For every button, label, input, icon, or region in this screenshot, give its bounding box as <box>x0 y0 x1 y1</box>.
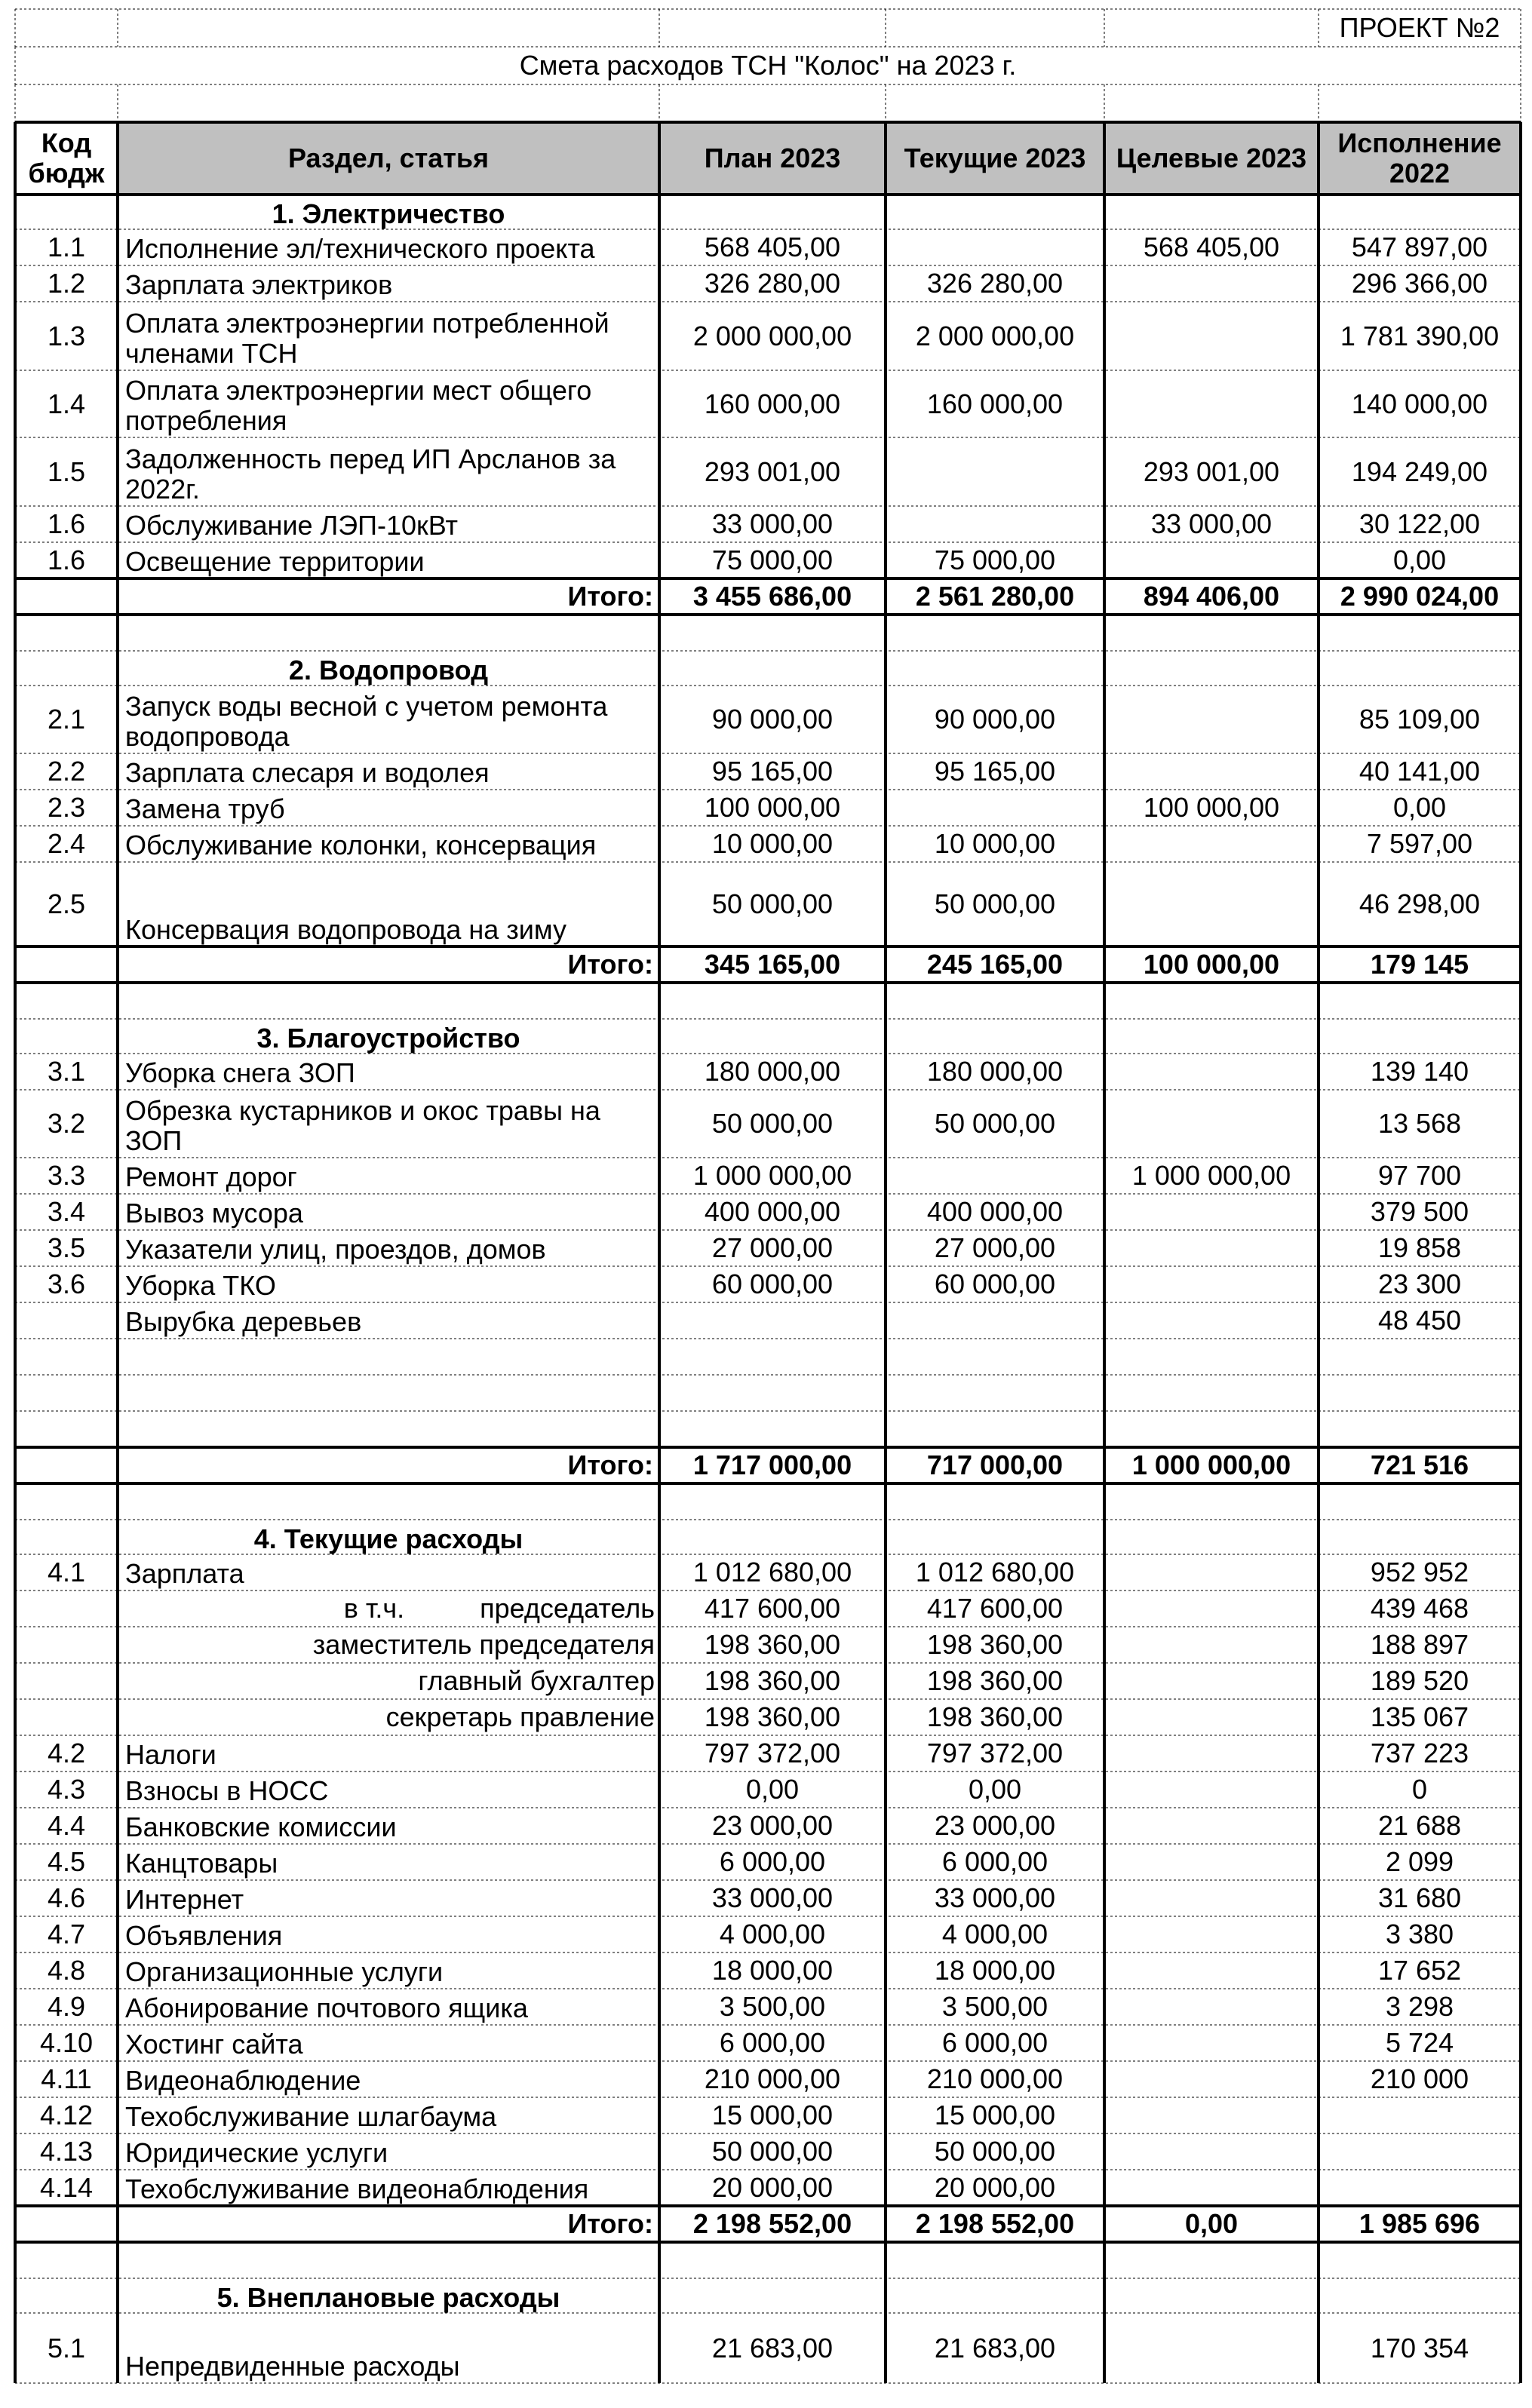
item-plan: 50 000,00 <box>711 888 834 919</box>
item-current: 797 372,00 <box>926 1738 1064 1768</box>
total-target: 894 406,00 <box>1143 581 1280 612</box>
item-target <box>1104 1054 1319 1090</box>
item-current: 1 012 680,00 <box>915 1557 1075 1587</box>
item-code: 2.2 <box>47 756 86 787</box>
item-plan: 0,00 <box>745 1774 800 1805</box>
item-target <box>1104 1771 1319 1808</box>
item-name: Банковские комиссии <box>125 1811 397 1842</box>
subitem-name <box>118 1627 659 1663</box>
item-target <box>1104 1735 1319 1771</box>
item-plan: 198 360,00 <box>704 1629 841 1660</box>
item-current: 400 000,00 <box>926 1196 1064 1227</box>
item-name: Обслуживание ЛЭП-10кВт <box>125 510 459 541</box>
item-target <box>1104 2025 1319 2061</box>
item-target <box>1104 1090 1319 1158</box>
item-current: 50 000,00 <box>934 2136 1056 2167</box>
item-name: Задолженность перед ИП Арсланов за 2022г. <box>125 443 616 505</box>
item-name: Ремонт дорог <box>125 1161 297 1192</box>
subitem-label: председатель <box>480 1593 655 1624</box>
document-title: Смета расходов ТСН "Колос" на 2023 г. <box>519 50 1017 81</box>
item-current: 198 360,00 <box>926 1701 1064 1732</box>
item-plan: 100 000,00 <box>704 792 841 823</box>
total-label: Итого: <box>567 1449 653 1480</box>
item-current <box>886 229 1104 265</box>
subitem-name <box>118 1699 659 1735</box>
item-code: 4.10 <box>39 2027 94 2058</box>
item-plan: 75 000,00 <box>711 544 834 575</box>
item-target: 100 000,00 <box>1143 792 1280 823</box>
total-current: 245 165,00 <box>926 949 1064 980</box>
item-execution: 547 897,00 <box>1351 232 1488 262</box>
item-plan: 20 000,00 <box>711 2172 834 2203</box>
item-current: 198 360,00 <box>926 1665 1064 1696</box>
item-plan: 293 001,00 <box>704 456 841 487</box>
item-target <box>1104 1808 1319 1844</box>
item-plan: 21 683,00 <box>711 2332 834 2364</box>
item-execution: 439 468 <box>1370 1593 1469 1624</box>
item-name: Видеонаблюдение <box>125 2065 361 2096</box>
item-plan: 1 000 000,00 <box>692 1160 852 1191</box>
item-code: 4.1 <box>47 1557 86 1587</box>
item-current <box>886 790 1104 826</box>
item-current: 198 360,00 <box>926 1629 1064 1660</box>
item-name: Техобслуживание видеонаблюдения <box>125 2173 589 2204</box>
item-name: Запуск воды весной с учетом ремонта водопровода <box>125 691 608 752</box>
item-target <box>1104 370 1319 437</box>
item-code: 1.6 <box>47 544 86 575</box>
item-execution: 135 067 <box>1370 1701 1469 1732</box>
item-plan: 33 000,00 <box>711 508 834 539</box>
item-current: 27 000,00 <box>934 1232 1056 1263</box>
total-execution: 721 516 <box>1370 1449 1469 1480</box>
item-current: 180 000,00 <box>926 1056 1064 1087</box>
item-code <box>15 1302 118 1339</box>
item-execution: 23 300 <box>1377 1268 1462 1299</box>
item-name: Указатели улиц, проездов, домов <box>125 1234 546 1265</box>
total-current: 2 198 552,00 <box>915 2208 1075 2239</box>
item-plan: 60 000,00 <box>711 1268 834 1299</box>
item-plan: 198 360,00 <box>704 1701 841 1732</box>
item-plan: 6 000,00 <box>719 1846 826 1877</box>
item-plan: 160 000,00 <box>704 388 841 419</box>
item-code: 3.6 <box>47 1268 86 1299</box>
item-name: Зарплата слесаря и водолея <box>125 757 490 788</box>
item-code: 4.11 <box>41 2063 92 2094</box>
item-code: 4.9 <box>47 1991 86 2022</box>
item-plan: 15 000,00 <box>711 2100 834 2130</box>
item-execution: 952 952 <box>1370 1557 1469 1587</box>
item-name: Исполнение эл/технического проекта <box>125 233 595 264</box>
total-target: 0,00 <box>1184 2208 1239 2239</box>
item-plan: 797 372,00 <box>704 1738 841 1768</box>
item-code: 5.1 <box>47 2332 86 2364</box>
item-execution: 3 380 <box>1385 1919 1454 1949</box>
item-name: Налоги <box>125 1739 216 1770</box>
item-code: 4.2 <box>47 1738 86 1768</box>
item-execution: 13 568 <box>1377 1108 1462 1139</box>
item-plan: 6 000,00 <box>719 2027 826 2058</box>
item-name: Вырубка деревьев <box>125 1306 362 1337</box>
total-target: 100 000,00 <box>1143 949 1280 980</box>
item-name: Оплата электроэнергии мест общего потребления <box>125 375 592 436</box>
item-current: 90 000,00 <box>934 704 1056 735</box>
item-execution: 210 000 <box>1370 2063 1469 2094</box>
item-current: 15 000,00 <box>934 2100 1056 2130</box>
item-name: Освещение территории <box>125 546 425 577</box>
item-plan: 10 000,00 <box>711 828 834 859</box>
item-target <box>1104 1230 1319 1266</box>
item-target <box>1104 1844 1319 1880</box>
item-current: 6 000,00 <box>941 2027 1048 2058</box>
item-code: 1.3 <box>47 320 86 351</box>
item-execution: 379 500 <box>1370 1196 1469 1227</box>
total-execution: 2 990 024,00 <box>1340 581 1500 612</box>
item-plan: 27 000,00 <box>711 1232 834 1263</box>
item-execution: 31 680 <box>1377 1882 1462 1913</box>
item-name: Обслуживание колонки, консервация <box>125 830 597 860</box>
item-execution: 194 249,00 <box>1351 456 1488 487</box>
item-plan: 210 000,00 <box>704 2063 841 2094</box>
column-header-target: Целевые 2023 <box>1116 143 1307 173</box>
item-target <box>1104 1302 1319 1339</box>
item-execution: 30 122,00 <box>1359 508 1481 539</box>
item-target <box>1104 302 1319 370</box>
item-plan: 326 280,00 <box>704 268 841 299</box>
section-heading: 5. Внеплановые расходы <box>216 2282 560 2313</box>
item-code: 4.7 <box>47 1919 86 1949</box>
item-name: Уборка снега ЗОП <box>125 1057 355 1088</box>
item-target <box>1104 2097 1319 2133</box>
total-execution: 179 145 <box>1370 949 1469 980</box>
item-code: 2.5 <box>47 888 86 919</box>
subitem-prefix: в т.ч. <box>343 1593 405 1624</box>
item-target: 568 405,00 <box>1143 232 1280 262</box>
item-code: 4.13 <box>39 2136 94 2167</box>
item-code: 1.2 <box>47 268 86 299</box>
total-label: Итого: <box>567 2208 653 2239</box>
item-execution: 46 298,00 <box>1359 888 1481 919</box>
item-execution <box>1319 2097 1521 2133</box>
column-header-plan: План 2023 <box>704 143 841 173</box>
item-current: 50 000,00 <box>934 1108 1056 1139</box>
item-current: 0,00 <box>968 1774 1022 1805</box>
item-current: 18 000,00 <box>934 1955 1056 1986</box>
item-plan: 23 000,00 <box>711 1810 834 1841</box>
item-execution: 737 223 <box>1370 1738 1469 1768</box>
item-plan: 4 000,00 <box>719 1919 826 1949</box>
item-execution: 7 597,00 <box>1366 828 1473 859</box>
item-execution: 139 140 <box>1370 1056 1469 1087</box>
item-name: Организационные услуги <box>125 1956 444 1987</box>
item-target <box>1104 1989 1319 2025</box>
item-execution <box>1319 2170 1521 2206</box>
item-execution: 0,00 <box>1392 544 1447 575</box>
section-heading: 2. Водопровод <box>288 655 489 686</box>
item-name: Абонирование почтового ящика <box>125 1992 528 2023</box>
item-code: 4.4 <box>47 1810 86 1841</box>
item-plan: 417 600,00 <box>704 1593 841 1624</box>
total-label: Итого: <box>567 581 653 612</box>
item-plan: 3 500,00 <box>719 1991 826 2022</box>
item-plan: 95 165,00 <box>711 756 834 787</box>
item-code: 1.4 <box>47 388 86 419</box>
item-execution: 189 520 <box>1370 1665 1469 1696</box>
item-name: Уборка ТКО <box>125 1270 276 1301</box>
item-target <box>1104 686 1319 753</box>
item-code: 2.4 <box>47 828 86 859</box>
column-header-execution: Исполнение 2022 <box>1337 127 1502 189</box>
item-execution: 19 858 <box>1377 1232 1462 1263</box>
item-current: 75 000,00 <box>934 544 1056 575</box>
item-execution: 1 781 390,00 <box>1340 320 1500 351</box>
item-code: 4.12 <box>39 2100 94 2130</box>
item-plan: 568 405,00 <box>704 232 841 262</box>
item-code: 3.2 <box>47 1108 86 1139</box>
item-plan: 50 000,00 <box>711 2136 834 2167</box>
item-plan: 2 000 000,00 <box>692 320 852 351</box>
subitem-label: заместитель председателя <box>312 1629 655 1660</box>
item-code: 3.3 <box>47 1160 86 1191</box>
total-target: 1 000 000,00 <box>1131 1449 1291 1480</box>
item-name: Непредвиденные расходы <box>125 2351 460 2382</box>
item-current: 10 000,00 <box>934 828 1056 859</box>
section-heading: 3. Благоустройство <box>256 1023 520 1054</box>
item-target <box>1104 2133 1319 2170</box>
total-current: 717 000,00 <box>926 1449 1064 1480</box>
item-name: Замена труб <box>125 793 285 824</box>
item-name: Консервация водопровода на зиму <box>125 914 567 945</box>
item-code: 1.5 <box>47 456 86 487</box>
item-current <box>886 1302 1104 1339</box>
item-plan: 400 000,00 <box>704 1196 841 1227</box>
item-code: 3.5 <box>47 1232 86 1263</box>
item-code: 3.4 <box>47 1196 86 1227</box>
item-target <box>1104 753 1319 790</box>
column-header-code: Код бюдж <box>28 127 105 189</box>
subitem-name <box>118 1591 659 1627</box>
item-target <box>1104 1663 1319 1699</box>
total-current: 2 561 280,00 <box>915 581 1075 612</box>
item-execution: 0 <box>1411 1774 1428 1805</box>
item-name: Объявления <box>125 1920 283 1951</box>
total-label: Итого: <box>567 949 653 980</box>
item-name: Канцтовары <box>125 1848 278 1879</box>
item-execution: 3 298 <box>1385 1991 1454 2022</box>
item-execution: 296 366,00 <box>1351 268 1488 299</box>
item-current: 4 000,00 <box>941 1919 1048 1949</box>
subitem-label: секретарь правление <box>385 1701 655 1732</box>
item-execution: 0,00 <box>1392 792 1447 823</box>
item-code: 4.8 <box>47 1955 86 1986</box>
item-target <box>1104 2170 1319 2206</box>
item-current: 20 000,00 <box>934 2172 1056 2203</box>
item-execution: 140 000,00 <box>1351 388 1488 419</box>
project-label: ПРОЕКТ №2 <box>1339 12 1500 43</box>
item-current: 2 000 000,00 <box>915 320 1075 351</box>
item-target <box>1104 2061 1319 2097</box>
item-execution: 2 099 <box>1385 1846 1454 1877</box>
item-target <box>1104 1554 1319 1591</box>
item-target: 1 000 000,00 <box>1131 1160 1291 1191</box>
item-execution: 188 897 <box>1370 1629 1469 1660</box>
item-name: Хостинг сайта <box>125 2029 303 2060</box>
item-target <box>1104 862 1319 946</box>
item-name: Оплата электроэнергии потребленной членами ТСН <box>125 308 609 369</box>
item-current: 6 000,00 <box>941 1846 1048 1877</box>
item-target <box>1104 826 1319 862</box>
item-current: 160 000,00 <box>926 388 1064 419</box>
item-name: Вывоз мусора <box>125 1198 303 1229</box>
item-current: 417 600,00 <box>926 1593 1064 1624</box>
total-plan: 3 455 686,00 <box>692 581 852 612</box>
item-current <box>886 506 1104 542</box>
item-code: 1.1 <box>47 232 86 262</box>
column-header-section: Раздел, статья <box>287 143 490 173</box>
item-current: 210 000,00 <box>926 2063 1064 2094</box>
section-heading: 4. Текущие расходы <box>253 1523 523 1554</box>
item-execution: 48 450 <box>1377 1305 1462 1336</box>
item-target: 293 001,00 <box>1143 456 1280 487</box>
item-code: 3.1 <box>47 1056 86 1087</box>
item-plan <box>659 1302 886 1339</box>
item-plan: 50 000,00 <box>711 1108 834 1139</box>
item-current: 50 000,00 <box>934 888 1056 919</box>
item-current: 3 500,00 <box>941 1991 1048 2022</box>
item-target <box>1104 1627 1319 1663</box>
item-target <box>1104 1880 1319 1916</box>
item-execution: 170 354 <box>1370 2332 1469 2364</box>
item-plan: 1 012 680,00 <box>692 1557 852 1587</box>
item-target <box>1104 265 1319 302</box>
item-plan: 18 000,00 <box>711 1955 834 1986</box>
subitem-name <box>118 1663 659 1699</box>
subitem-label: главный бухгалтер <box>418 1665 655 1696</box>
item-execution: 85 109,00 <box>1359 704 1481 735</box>
column-header-current: Текущие 2023 <box>904 143 1086 173</box>
item-execution: 40 141,00 <box>1359 756 1481 787</box>
item-current <box>886 437 1104 506</box>
item-current: 95 165,00 <box>934 756 1056 787</box>
item-target <box>1104 1699 1319 1735</box>
item-execution: 5 724 <box>1385 2027 1454 2058</box>
item-target <box>1104 1952 1319 1989</box>
total-plan: 2 198 552,00 <box>692 2208 852 2239</box>
item-execution: 21 688 <box>1377 1810 1462 1841</box>
item-code: 1.6 <box>47 508 86 539</box>
item-current <box>886 1158 1104 1194</box>
item-plan: 90 000,00 <box>711 704 834 735</box>
item-code: 2.3 <box>47 792 86 823</box>
total-plan: 345 165,00 <box>704 949 841 980</box>
item-current: 326 280,00 <box>926 268 1064 299</box>
item-code: 2.1 <box>47 704 86 735</box>
item-target <box>1104 1591 1319 1627</box>
total-execution: 1 985 696 <box>1359 2208 1481 2239</box>
item-target <box>1104 1916 1319 1952</box>
item-current: 23 000,00 <box>934 1810 1056 1841</box>
item-execution: 97 700 <box>1377 1160 1462 1191</box>
item-execution: 17 652 <box>1377 1955 1462 1986</box>
item-target <box>1104 1266 1319 1302</box>
total-plan: 1 717 000,00 <box>692 1449 852 1480</box>
item-name: Взносы в НОСС <box>125 1775 329 1806</box>
item-code: 4.5 <box>47 1846 86 1877</box>
item-current: 60 000,00 <box>934 1268 1056 1299</box>
item-code: 4.3 <box>47 1774 86 1805</box>
item-target: 33 000,00 <box>1150 508 1273 539</box>
item-name: Зарплата <box>125 1558 244 1589</box>
item-plan: 198 360,00 <box>704 1665 841 1696</box>
item-current: 33 000,00 <box>934 1882 1056 1913</box>
item-target <box>1104 542 1319 578</box>
item-name: Юридические услуги <box>125 2137 388 2168</box>
item-name: Интернет <box>125 1884 244 1915</box>
item-name: Обрезка кустарников и окос травы на ЗОП <box>125 1095 600 1156</box>
item-code: 4.14 <box>39 2172 94 2203</box>
item-plan: 33 000,00 <box>711 1882 834 1913</box>
section-heading: 1. Электричество <box>272 198 505 229</box>
item-name: Зарплата электриков <box>125 269 393 300</box>
item-code: 4.6 <box>47 1882 86 1913</box>
item-current: 21 683,00 <box>934 2332 1056 2364</box>
item-name: Техобслуживание шлагбаума <box>125 2101 497 2132</box>
item-plan: 180 000,00 <box>704 1056 841 1087</box>
item-target <box>1104 2313 1319 2383</box>
item-execution <box>1319 2133 1521 2170</box>
item-target <box>1104 1194 1319 1230</box>
